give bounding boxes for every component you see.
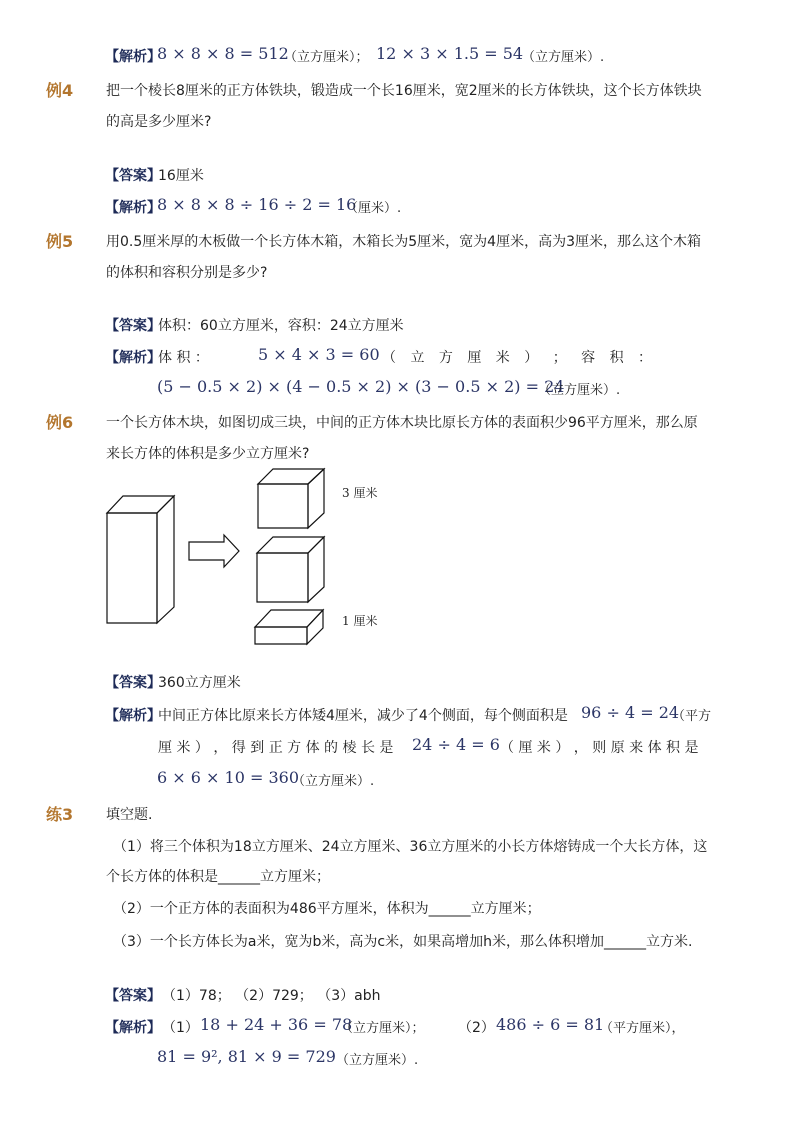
question-text: 用0.5厘米厚的木板做一个长方体木箱，木箱长为5厘米，宽为4厘米，高为3厘米，那么这个木箱	[106, 234, 701, 250]
analysis-text: （ 厘 米 ） ， 则 原 来 体 积 是	[500, 740, 699, 756]
example-label: 例6	[46, 413, 74, 432]
example-label: 例4	[46, 81, 74, 100]
answer-text: 体积：60立方厘米，容积：24立方厘米	[158, 318, 404, 334]
figure-label-1cm: 1 厘米	[342, 614, 378, 628]
unit-text: （立方厘米）.	[538, 383, 621, 398]
math-expression: 81 = 9², 81 × 9 = 729	[157, 1047, 336, 1066]
math-expression: 486 ÷ 6 = 81	[496, 1015, 605, 1034]
middle-cube-front	[257, 553, 308, 602]
analysis-text: 厘 米 ） ， 得 到 正 方 体 的 棱 长 是	[158, 740, 394, 756]
math-expression: 8 × 8 × 8 = 512	[157, 44, 289, 63]
analysis-tag: 【解析】	[105, 199, 161, 215]
analysis-text: 体 积 ：	[158, 350, 209, 366]
math-expression: 6 × 6 × 10 = 360	[157, 768, 299, 787]
analysis-tag: 【解析】	[105, 707, 161, 723]
question-text: （1）将三个体积为18立方厘米、24立方厘米、36立方厘米的小长方体熔铸成一个大长方体，这	[113, 839, 708, 855]
tall-cuboid-side	[157, 496, 174, 623]
arrow-right-icon	[189, 535, 239, 567]
question-text: 个长方体的体积是______立方厘米；	[106, 869, 330, 885]
unit-text: （平方	[672, 709, 712, 724]
top-cube-front	[258, 484, 308, 528]
math-expression: (5 − 0.5 × 2) × (4 − 0.5 × 2) × (3 − 0.5 × 2) = 24	[157, 377, 565, 396]
answer-text: （1）78； （2）729； （3）abh	[162, 988, 381, 1004]
answer-tag: 【答案】	[105, 317, 161, 333]
answer-tag: 【答案】	[105, 987, 161, 1003]
unit-text: （立方厘米）.	[522, 50, 605, 65]
analysis-tag: 【解析】	[105, 1019, 161, 1035]
math-expression: 18 + 24 + 36 = 78	[200, 1015, 353, 1034]
question-text: （2）一个正方体的表面积为486平方厘米，体积为______立方厘米；	[113, 901, 541, 917]
unit-text: （厘米）.	[345, 201, 402, 216]
answer-text: 16厘米	[158, 168, 204, 184]
unit-text: （立方厘米）.	[336, 1053, 419, 1068]
part-number: （2）	[458, 1020, 495, 1036]
unit-text: （立方厘米）；	[340, 1021, 425, 1036]
analysis-tag: 【解析】	[105, 349, 161, 365]
question-text: 一个长方体木块，如图切成三块，中间的正方体木块比原长方体的表面积少96平方厘米，那么原	[106, 415, 698, 431]
unit-text: （ 立 方 厘 米 ） ； 容 积 ：	[382, 350, 653, 366]
part-number: （1）	[162, 1020, 199, 1036]
tall-cuboid-front	[107, 513, 157, 623]
math-expression: 5 × 4 × 3 = 60	[258, 345, 380, 364]
example-label: 例5	[46, 232, 74, 251]
question-text: 来长方体的体积是多少立方厘米?	[106, 446, 310, 462]
math-expression: 8 × 8 × 8 ÷ 16 ÷ 2 = 16	[157, 195, 357, 214]
unit-text: （立方厘米）.	[292, 774, 375, 789]
question-text: （3）一个长方体长为a米，宽为b米，高为c米，如果高增加h米，那么体积增加______立方米.	[113, 934, 693, 950]
tall-cuboid-top	[107, 496, 174, 513]
answer-text: 360立方厘米	[158, 675, 241, 691]
analysis-text: 中间正方体比原来长方体矮4厘米，减少了4个侧面，每个侧面积是	[158, 708, 568, 724]
figure-label-3cm: 3 厘米	[342, 486, 378, 500]
unit-text: （立方厘米）；	[284, 50, 369, 65]
bottom-slab-front	[255, 627, 307, 644]
question-text: 的体积和容积分别是多少?	[106, 265, 268, 281]
question-text: 的高是多少厘米?	[106, 114, 212, 130]
unit-text: （平方厘米），	[600, 1021, 685, 1036]
answer-tag: 【答案】	[105, 167, 161, 183]
math-expression: 96 ÷ 4 = 24	[581, 703, 680, 722]
math-expression: 24 ÷ 4 = 6	[412, 735, 500, 754]
practice-label: 练3	[46, 805, 74, 824]
question-intro: 填空题.	[106, 807, 153, 823]
math-expression: 12 × 3 × 1.5 = 54	[376, 44, 524, 63]
answer-tag: 【答案】	[105, 674, 161, 690]
question-text: 把一个棱长8厘米的正方体铁块，锻造成一个长16厘米，宽2厘米的长方体铁块，这个长方体铁块	[106, 83, 702, 99]
analysis-tag: 【解析】	[105, 48, 161, 64]
